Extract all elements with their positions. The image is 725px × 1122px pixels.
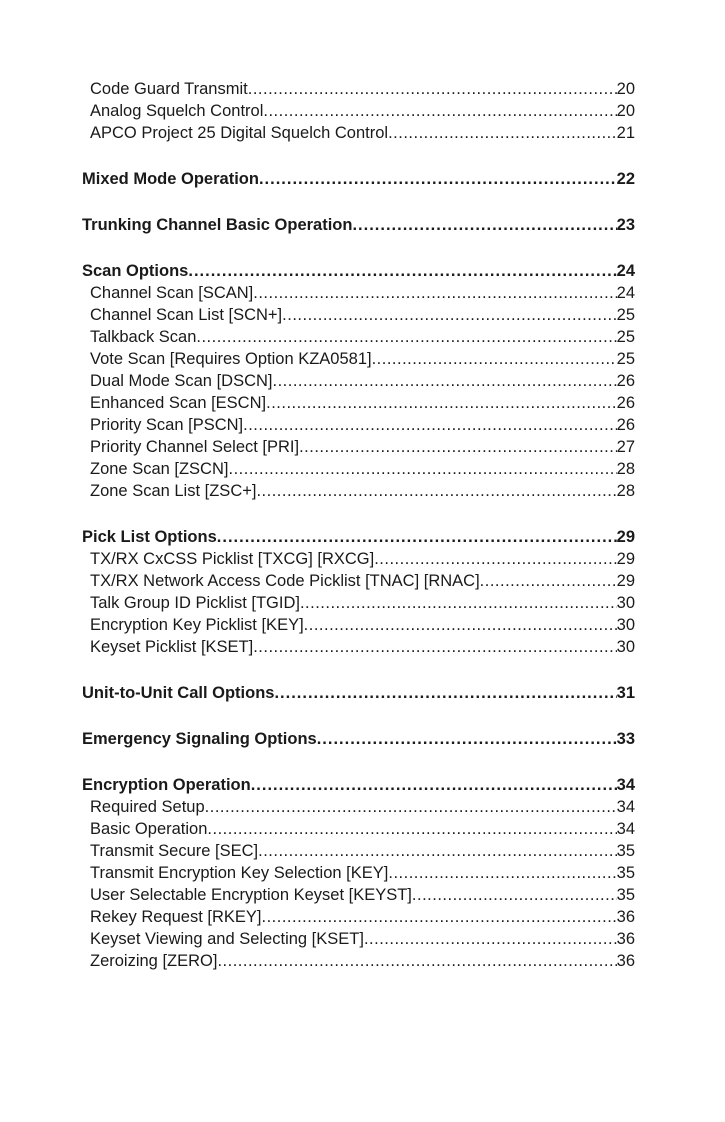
- toc-section-entry[interactable]: [82, 682, 635, 704]
- toc-entry-title: Required Setup: [90, 798, 205, 816]
- toc-subentry[interactable]: [82, 548, 635, 570]
- toc-subentry[interactable]: [82, 414, 635, 436]
- toc-dot-leader: [196, 326, 616, 348]
- toc-page-number: 30: [616, 594, 635, 612]
- toc-page-number: 26: [616, 372, 635, 390]
- toc-page-number: 28: [616, 482, 635, 500]
- toc-subentry[interactable]: [82, 326, 635, 348]
- toc-entry-title: Zone Scan List [ZSC+]: [90, 482, 257, 500]
- toc-page-number: 24: [616, 262, 635, 280]
- toc-subentry[interactable]: [82, 436, 635, 458]
- toc-entry-title: Keyset Viewing and Selecting [KSET]: [90, 930, 364, 948]
- toc-entry-title: Priority Scan [PSCN]: [90, 416, 244, 434]
- toc-section-entry[interactable]: [82, 260, 635, 282]
- toc-dot-leader: [372, 348, 617, 370]
- toc-dot-leader: [299, 436, 617, 458]
- toc-dot-leader: [282, 304, 616, 326]
- toc-page-number: 33: [616, 730, 635, 748]
- toc-section-entry[interactable]: [82, 168, 635, 190]
- toc-entry-title: Vote Scan [Requires Option KZA0581]: [90, 350, 372, 368]
- toc-subentry[interactable]: [82, 370, 635, 392]
- toc-subentry[interactable]: [82, 950, 635, 972]
- toc-page-number: 20: [616, 102, 635, 120]
- toc-dot-leader: [374, 548, 616, 570]
- toc-page-number: 26: [616, 394, 635, 412]
- toc-entry-title: Keyset Picklist [KSET]: [90, 638, 254, 656]
- toc-entry-title: Mixed Mode Operation: [82, 170, 259, 188]
- toc-subentry[interactable]: [82, 884, 635, 906]
- toc-page-number: 35: [616, 864, 635, 882]
- toc-entry-title: Channel Scan [SCAN]: [90, 284, 254, 302]
- toc-page-number: 36: [616, 952, 635, 970]
- toc-entry-title: Encryption Operation: [82, 776, 251, 794]
- toc-entry-title: Zeroizing [ZERO]: [90, 952, 218, 970]
- toc-dot-leader: [228, 458, 616, 480]
- toc-dot-leader: [412, 884, 617, 906]
- toc-page-number: 23: [616, 216, 635, 234]
- toc-entry-title: Pick List Options: [82, 528, 217, 546]
- toc-dot-leader: [253, 282, 616, 304]
- toc-dot-leader: [256, 480, 616, 502]
- toc-entry-title: Code Guard Transmit: [90, 80, 248, 98]
- toc-dot-leader: [364, 928, 617, 950]
- toc-page-number: 36: [616, 930, 635, 948]
- toc-subentry[interactable]: [82, 392, 635, 414]
- toc-page-number: 25: [616, 306, 635, 324]
- toc-dot-leader: [253, 636, 616, 658]
- toc-dot-leader: [273, 370, 617, 392]
- toc-subentry[interactable]: [82, 122, 635, 144]
- toc-entry-title: Channel Scan List [SCN+]: [90, 306, 283, 324]
- toc-subentry[interactable]: [82, 458, 635, 480]
- toc-dot-leader: [217, 950, 616, 972]
- toc-page-number: 31: [616, 684, 635, 702]
- toc-entry-title: Priority Channel Select [PRI]: [90, 438, 300, 456]
- toc-section-entry[interactable]: [82, 526, 635, 548]
- toc-page-number: 27: [616, 438, 635, 456]
- toc-dot-leader: [217, 526, 617, 548]
- toc-page-number: 28: [616, 460, 635, 478]
- toc-page-number: 29: [616, 550, 635, 568]
- toc-entry-title: User Selectable Encryption Keyset [KEYST]: [90, 886, 412, 904]
- toc-page-number: 21: [616, 124, 635, 142]
- toc-subentry[interactable]: [82, 78, 635, 100]
- toc-page-number: 30: [616, 616, 635, 634]
- toc-section-entry[interactable]: [82, 214, 635, 236]
- toc-dot-leader: [304, 614, 617, 636]
- toc-subentry[interactable]: [82, 348, 635, 370]
- toc-entry-title: Encryption Key Picklist [KEY]: [90, 616, 304, 634]
- toc-dot-leader: [243, 414, 617, 436]
- toc-entry-title: Rekey Request [RKEY]: [90, 908, 262, 926]
- toc-dot-leader: [259, 168, 617, 190]
- toc-entry-title: Dual Mode Scan [DSCN]: [90, 372, 273, 390]
- toc-dot-leader: [388, 862, 616, 884]
- toc-dot-leader: [317, 728, 617, 750]
- toc-subentry[interactable]: [82, 818, 635, 840]
- toc-entry-title: Talk Group ID Picklist [TGID]: [90, 594, 300, 612]
- toc-dot-leader: [274, 682, 616, 704]
- toc-entry-title: Emergency Signaling Options: [82, 730, 317, 748]
- toc-dot-leader: [300, 592, 617, 614]
- toc-page-number: 36: [616, 908, 635, 926]
- toc-dot-leader: [207, 818, 616, 840]
- toc-subentry[interactable]: [82, 304, 635, 326]
- toc-entry-title: Enhanced Scan [ESCN]: [90, 394, 267, 412]
- toc-page-number: 29: [616, 572, 635, 590]
- toc-page-number: 20: [616, 80, 635, 98]
- toc-entry-title: TX/RX Network Access Code Picklist [TNAC] [RNAC]: [90, 572, 480, 590]
- toc-page-number: 30: [616, 638, 635, 656]
- toc-dot-leader: [388, 122, 617, 144]
- toc-dot-leader: [205, 796, 617, 818]
- toc-page-number: 34: [616, 798, 635, 816]
- toc-dot-leader: [258, 840, 617, 862]
- toc-entry-title: Zone Scan [ZSCN]: [90, 460, 229, 478]
- toc-page-number: 35: [616, 886, 635, 904]
- toc-dot-leader: [251, 774, 617, 796]
- toc-page-number: 26: [616, 416, 635, 434]
- toc-page-number: 24: [616, 284, 635, 302]
- toc-subentry[interactable]: [82, 636, 635, 658]
- toc-page-number: 25: [616, 328, 635, 346]
- toc-entry-title: Transmit Secure [SEC]: [90, 842, 259, 860]
- toc-subentry[interactable]: [82, 928, 635, 950]
- toc-dot-leader: [188, 260, 616, 282]
- toc-entry-title: Transmit Encryption Key Selection [KEY]: [90, 864, 389, 882]
- toc-dot-leader: [480, 570, 617, 592]
- toc-subentry[interactable]: [82, 100, 635, 122]
- toc-page-number: 34: [616, 820, 635, 838]
- toc-subentry[interactable]: [82, 480, 635, 502]
- toc-page-number: 35: [616, 842, 635, 860]
- toc-subentry[interactable]: [82, 570, 635, 592]
- toc-entry-title: Trunking Channel Basic Operation: [82, 216, 353, 234]
- toc-entry-title: APCO Project 25 Digital Squelch Control: [90, 124, 389, 142]
- toc-subentry[interactable]: [82, 862, 635, 884]
- toc-subentry[interactable]: [82, 614, 635, 636]
- toc-dot-leader: [352, 214, 616, 236]
- toc-section-entry[interactable]: [82, 728, 635, 750]
- toc-entry-title: Scan Options: [82, 262, 189, 280]
- toc-page-number: 25: [616, 350, 635, 368]
- toc-entry-title: Unit-to-Unit Call Options: [82, 684, 275, 702]
- toc-dot-leader: [263, 100, 616, 122]
- toc-entry-title: Basic Operation: [90, 820, 208, 838]
- toc-subentry[interactable]: [82, 840, 635, 862]
- toc-section-entry[interactable]: [82, 774, 635, 796]
- toc-page-number: 22: [616, 170, 635, 188]
- toc-dot-leader: [248, 78, 617, 100]
- toc-subentry[interactable]: [82, 282, 635, 304]
- toc-entry-title: Talkback Scan: [90, 328, 197, 346]
- toc-page-number: 34: [616, 776, 635, 794]
- toc-subentry[interactable]: [82, 592, 635, 614]
- toc-entry-title: Analog Squelch Control: [90, 102, 264, 120]
- table-of-contents: [82, 78, 635, 972]
- toc-page-number: 29: [616, 528, 635, 546]
- toc-dot-leader: [266, 392, 617, 414]
- toc-entry-title: TX/RX CxCSS Picklist [TXCG] [RXCG]: [90, 550, 375, 568]
- toc-dot-leader: [262, 906, 617, 928]
- toc-subentry[interactable]: [82, 906, 635, 928]
- toc-subentry[interactable]: [82, 796, 635, 818]
